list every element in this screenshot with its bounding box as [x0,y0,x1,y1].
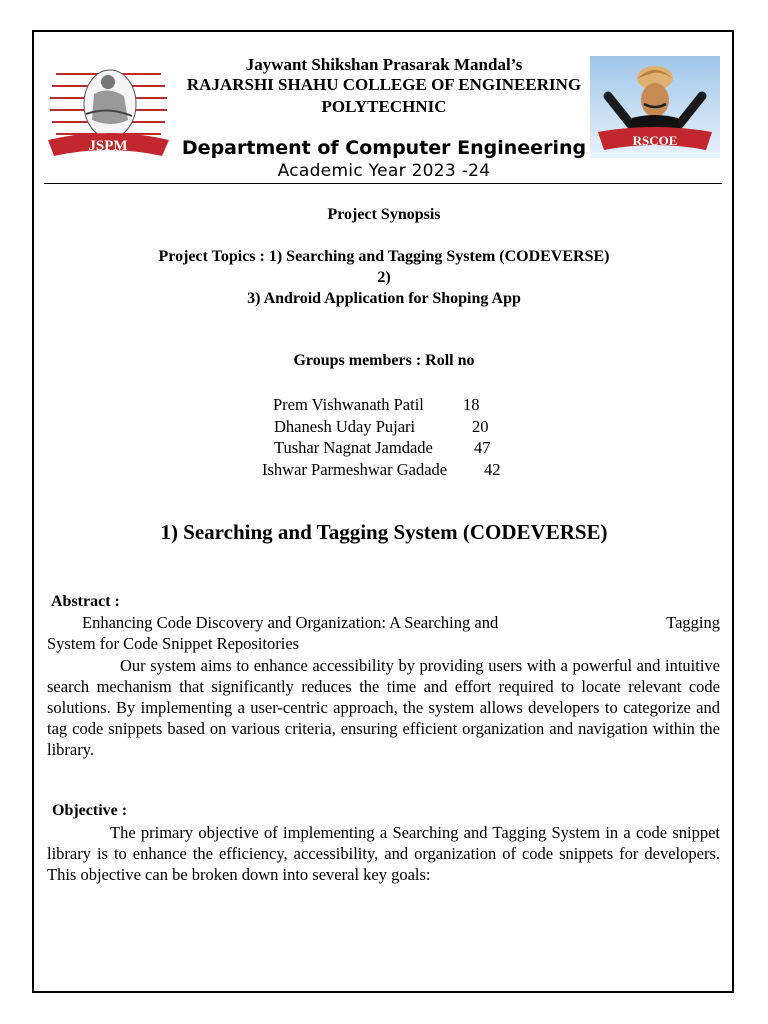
abstract-heading: Abstract : [51,593,120,610]
objective-heading: Objective : [52,802,128,819]
member-roll: 18 [463,395,480,414]
college-name: RAJARSHI SHAHU COLLEGE OF ENGINEERING [186,75,582,94]
member-row [255,437,515,459]
member-row [255,459,515,481]
member-row [255,416,515,438]
institution-trust-name: Jaywant Shikshan Prasarak Mandal’s [245,55,523,74]
project-topic-1: Project Topics : 1) Searching and Tagging System (CODEVERSE) [158,248,610,265]
project-topic-3: 3) Android Application for Shoping App [247,290,521,307]
abstract-line1-left: Enhancing Code Discovery and Organization: A Searching and [82,613,499,632]
members-list [255,394,515,480]
college-type: POLYTECHNIC [321,97,447,116]
academic-year: Academic Year 2023 -24 [277,161,491,181]
synopsis-title: Project Synopsis [327,206,441,223]
objective-body: The primary objective of implementing a Searching and Tagging System in a code snippet library is to enhance the efficiency, accessibility, and organization of code snippets for developers. This objective can be broken down into several key goals: [47,823,720,884]
abstract-intro-line [82,613,720,633]
section-title: 1) Searching and Tagging System (CODEVERSE) [160,520,608,544]
abstract-line2: System for Code Snippet Repositories [47,634,300,653]
abstract-body: Our system aims to enhance accessibility by providing users with a powerful and intuitive search mechanism that significantly reduces the time and effort required to locate relevant code solutions. By implementing a user-centric approach, the system allows developers to categorize and tag code snippets based on various criteria, ensuring efficient organization and navigation within the library. [47,656,720,759]
member-name: Dhanesh Uday Pujari [274,416,416,436]
member-name: Prem Vishwanath Patil [273,395,424,414]
header-divider [44,183,722,184]
member-roll: 42 [484,459,501,479]
jspm-logo-text: JSPM [88,138,128,154]
project-topic-2: 2) [377,269,391,286]
department-name: Department of Computer Engineering [181,137,587,159]
members-heading: Groups members : Roll no [293,352,475,369]
member-roll: 20 [472,416,489,436]
abstract-line1-right: Tagging [666,613,720,632]
member-roll: 47 [474,438,491,457]
member-row [255,394,515,416]
member-name: Tushar Nagnat Jamdade [274,438,433,457]
rscoe-logo-text: RSCOE [632,133,678,148]
member-name: Ishwar Parmeshwar Gadade [262,459,448,479]
